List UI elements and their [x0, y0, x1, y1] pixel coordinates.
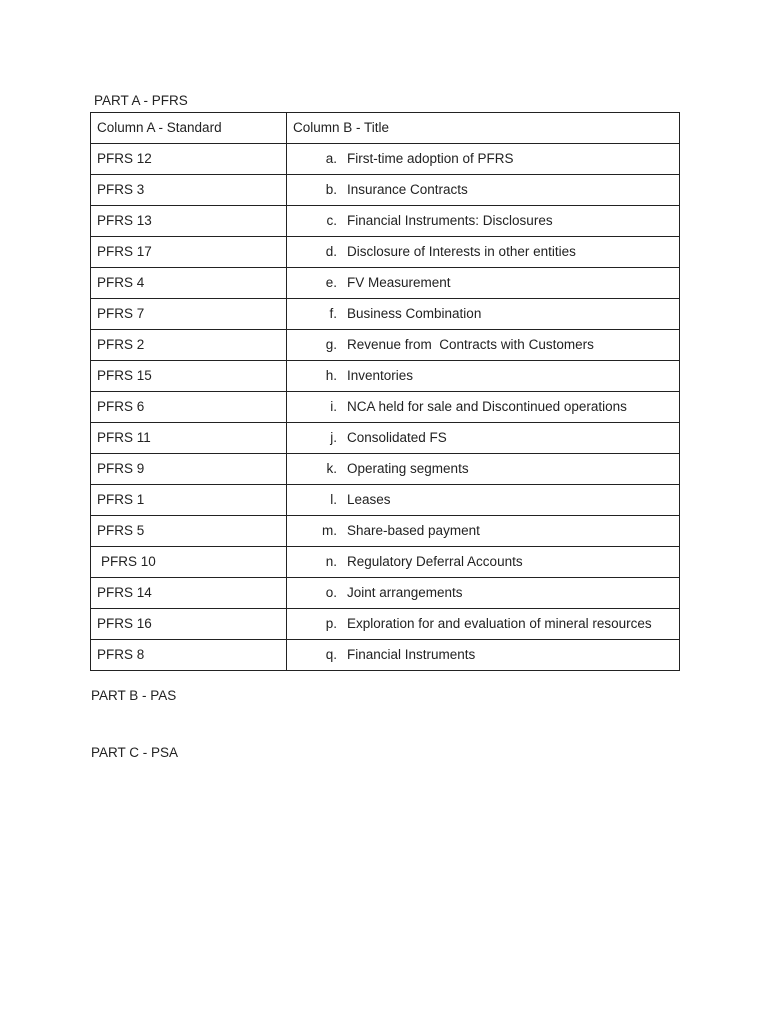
item-letter: p. [325, 616, 337, 631]
standard-cell: PFRS 1 [91, 485, 287, 516]
table-row [91, 454, 680, 485]
table-row [91, 268, 680, 299]
item-letter: n. [325, 554, 337, 569]
standard-cell: PFRS 15 [91, 361, 287, 392]
table-row [91, 485, 680, 516]
item-title: Share-based payment [347, 523, 480, 538]
title-cell [287, 175, 680, 206]
item-letter: e. [325, 275, 337, 290]
part-c-heading: PART C - PSA [91, 745, 179, 760]
item-title: FV Measurement [347, 275, 451, 290]
standard-cell: PFRS 11 [91, 423, 287, 454]
table-row [91, 392, 680, 423]
standard-cell: PFRS 14 [91, 578, 287, 609]
table-row [91, 330, 680, 361]
table-row [91, 237, 680, 268]
item-title: Financial Instruments: Disclosures [347, 213, 553, 228]
item-letter: a. [325, 151, 337, 166]
item-letter: m. [322, 523, 337, 538]
item-title: Financial Instruments [347, 647, 476, 662]
part-b-heading: PART B - PAS [91, 688, 177, 703]
item-letter: d. [325, 244, 337, 259]
title-cell [287, 547, 680, 578]
standard-cell: PFRS 8 [91, 640, 287, 671]
title-cell [287, 361, 680, 392]
title-cell [287, 299, 680, 330]
title-cell [287, 485, 680, 516]
item-title: Consolidated FS [347, 430, 447, 445]
standard-cell: PFRS 9 [91, 454, 287, 485]
standard-cell: PFRS 2 [91, 330, 287, 361]
item-title: Exploration for and evaluation of mineral resources [347, 616, 652, 631]
table-row [91, 609, 680, 640]
item-title: Disclosure of Interests in other entities [347, 244, 576, 259]
column-a-header: Column A - Standard [91, 113, 287, 144]
item-title: Joint arrangements [347, 585, 463, 600]
title-cell [287, 330, 680, 361]
part-a-heading: PART A - PFRS [94, 93, 188, 108]
standard-cell: PFRS 6 [91, 392, 287, 423]
title-cell [287, 578, 680, 609]
title-cell [287, 237, 680, 268]
standard-cell: PFRS 5 [91, 516, 287, 547]
standard-cell: PFRS 7 [91, 299, 287, 330]
pfrs-matching-table [90, 112, 680, 671]
table-row [91, 361, 680, 392]
title-cell [287, 609, 680, 640]
table-row [91, 578, 680, 609]
title-cell [287, 268, 680, 299]
item-title: Revenue from Contracts with Customers [347, 337, 594, 352]
item-letter: g. [325, 337, 337, 352]
title-cell [287, 423, 680, 454]
standard-cell: PFRS 17 [91, 237, 287, 268]
column-b-header: Column B - Title [287, 113, 680, 144]
table-row [91, 423, 680, 454]
item-title: NCA held for sale and Discontinued operations [347, 399, 627, 414]
item-title: Inventories [347, 368, 414, 383]
title-cell [287, 206, 680, 237]
item-title: Regulatory Deferral Accounts [347, 554, 523, 569]
item-letter: o. [325, 585, 337, 600]
item-letter: k. [326, 461, 337, 476]
table-row [91, 516, 680, 547]
title-cell [287, 144, 680, 175]
item-title: Business Combination [347, 306, 482, 321]
title-cell [287, 516, 680, 547]
title-cell [287, 392, 680, 423]
item-letter: q. [325, 647, 337, 662]
table-row [91, 144, 680, 175]
standard-cell: PFRS 12 [91, 144, 287, 175]
item-letter: b. [325, 182, 337, 197]
item-title: Insurance Contracts [347, 182, 468, 197]
table-row [91, 547, 680, 578]
item-letter: f. [329, 306, 337, 321]
item-title: Leases [347, 492, 391, 507]
item-letter: h. [325, 368, 337, 383]
standard-cell: PFRS 16 [91, 609, 287, 640]
standard-cell: PFRS 10 [91, 547, 287, 578]
standard-cell: PFRS 4 [91, 268, 287, 299]
item-letter: c. [326, 213, 337, 228]
item-title: Operating segments [347, 461, 469, 476]
table-row [91, 640, 680, 671]
table-row [91, 175, 680, 206]
title-cell [287, 640, 680, 671]
item-letter: l. [330, 492, 337, 507]
table-row [91, 206, 680, 237]
title-cell [287, 454, 680, 485]
table-header-row [91, 113, 680, 144]
table-row [91, 299, 680, 330]
standard-cell: PFRS 13 [91, 206, 287, 237]
standard-cell: PFRS 3 [91, 175, 287, 206]
item-title: First-time adoption of PFRS [347, 151, 514, 166]
item-letter: j. [330, 430, 337, 445]
item-letter: i. [330, 399, 337, 414]
